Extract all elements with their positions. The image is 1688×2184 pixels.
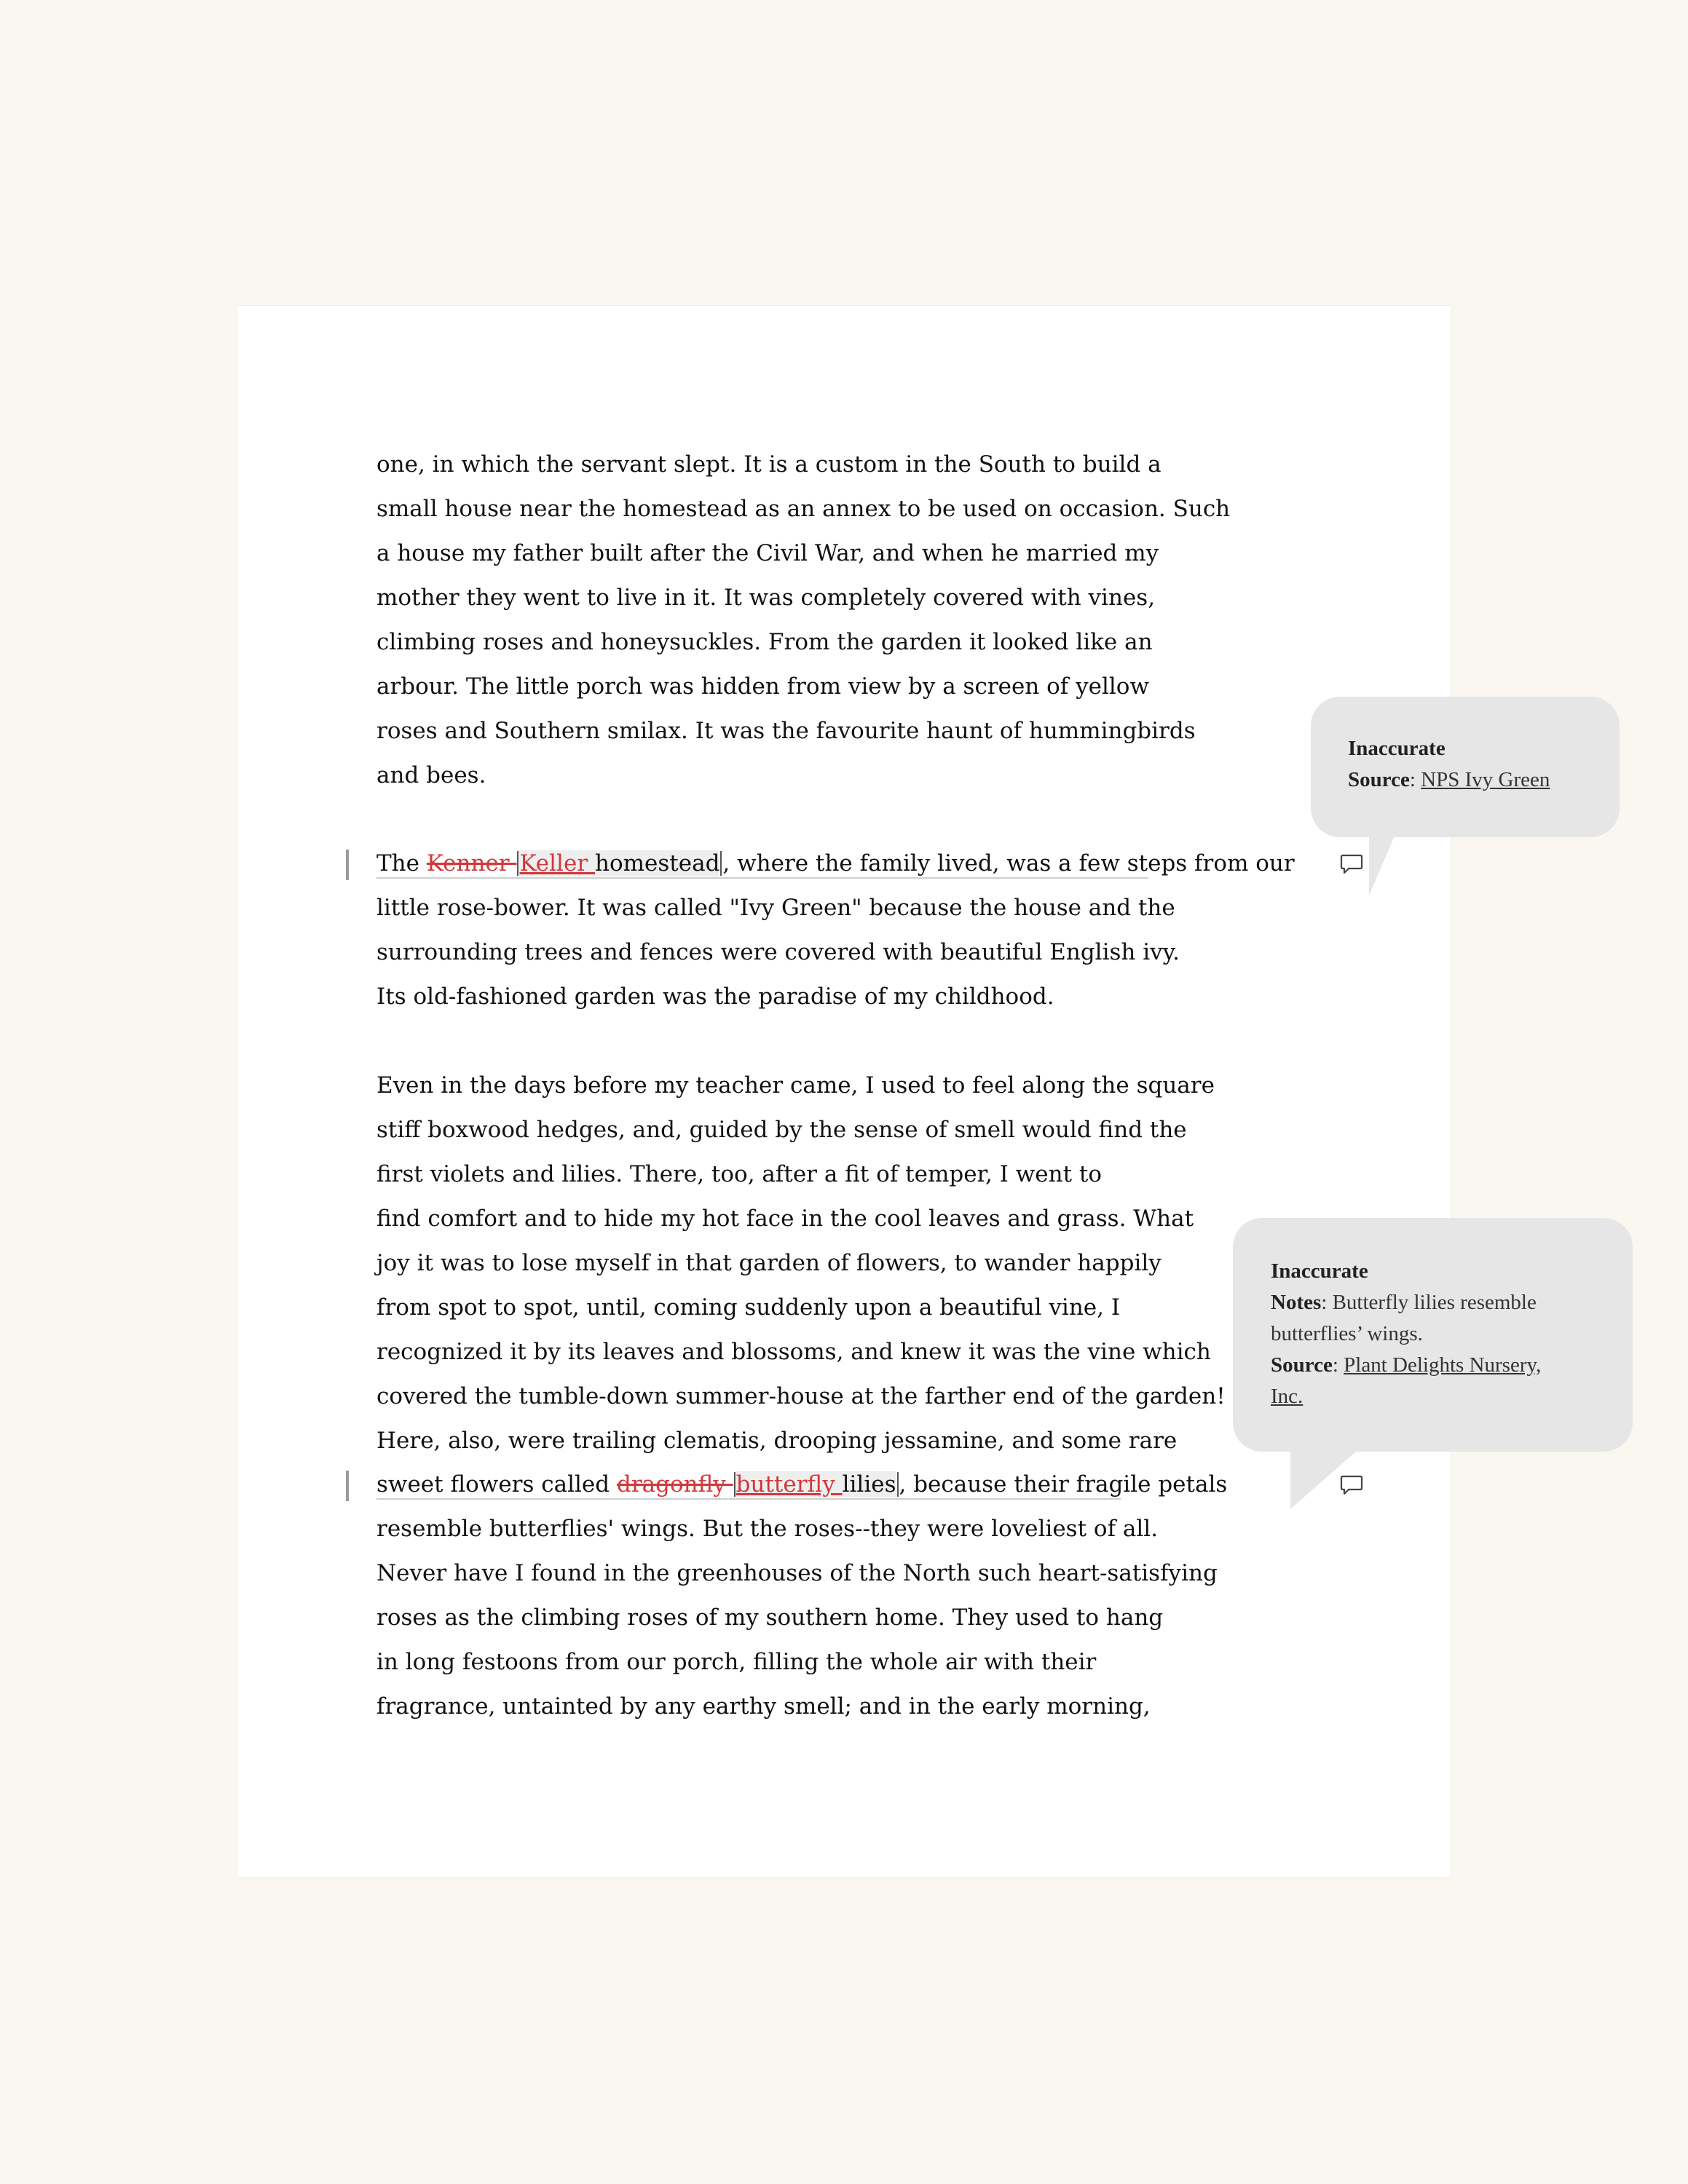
text-line: find comfort and to hide my hot face in the cool leaves and grass. What xyxy=(376,1206,1194,1232)
text-line: first violets and lilies. There, too, after a fit of temper, I went to xyxy=(376,1161,1103,1187)
commented-text[interactable]: homestead xyxy=(595,850,720,877)
tracked-change-line-1 xyxy=(376,849,1295,878)
comment-source-cont xyxy=(1271,1381,1633,1412)
inserted-text[interactable]: butterfly xyxy=(735,1471,843,1497)
text-line: Never have I found in the greenhouses of the North such heart-satisfying xyxy=(376,1560,1218,1586)
deleted-text[interactable]: Kenner xyxy=(426,850,517,877)
text-line: roses and Southern smilax. It was the favourite haunt of hummingbirds xyxy=(376,718,1196,744)
source-sep: : xyxy=(1409,768,1421,791)
text-line: in long festoons from our porch, filling the whole air with their xyxy=(376,1649,1097,1675)
source-label: Source xyxy=(1348,768,1410,791)
text-line: one, in which the servant slept. It is a custom in the South to build a xyxy=(376,451,1162,478)
source-link[interactable]: Plant Delights Nursery, xyxy=(1344,1353,1542,1377)
change-bar-2 xyxy=(346,1471,349,1501)
change-marker xyxy=(734,1472,735,1497)
text-line: climbing roses and honeysuckles. From the garden it looked like an xyxy=(376,629,1153,655)
inserted-text[interactable]: Keller xyxy=(519,850,595,877)
comment-notes-cont: butterflies’ wings. xyxy=(1271,1322,1423,1345)
comment-title: Inaccurate xyxy=(1271,1259,1368,1283)
change-marker xyxy=(897,1472,899,1497)
comment-icon[interactable] xyxy=(1340,1474,1363,1496)
comment-bubble-tail-1b xyxy=(1369,834,1394,895)
change-bar-1 xyxy=(346,850,349,880)
text-line: mother they went to live in it. It was completely covered with vines, xyxy=(376,585,1156,611)
commented-text[interactable]: lilies xyxy=(842,1471,896,1497)
comment-bubble-2[interactable] xyxy=(1233,1218,1633,1452)
text-line: Even in the days before my teacher came, I used to feel along the square xyxy=(376,1072,1215,1099)
text-line: recognized it by its leaves and blossoms, and knew it was the vine which xyxy=(376,1339,1211,1365)
text-line: joy it was to lose myself in that garden of flowers, to wander happily xyxy=(376,1250,1162,1276)
source-sep: : xyxy=(1332,1353,1344,1377)
text-line: a house my father built after the Civil War, and when he married my xyxy=(376,540,1159,566)
text-line: surrounding trees and fences were covered with beautiful English ivy. xyxy=(376,939,1180,965)
text-prefix: sweet flowers called xyxy=(376,1471,617,1497)
comment-bubble-1[interactable] xyxy=(1311,697,1620,837)
text-line: arbour. The little porch was hidden from view by a screen of yellow xyxy=(376,673,1150,700)
text-line: resemble butterflies' wings. But the roses--they were loveliest of all. xyxy=(376,1516,1159,1542)
source-link-cont[interactable]: Inc. xyxy=(1271,1385,1304,1408)
comment-source xyxy=(1348,764,1620,796)
text-line: fragrance, untainted by any earthy smell; and in the early morning, xyxy=(376,1693,1151,1720)
comment-notes xyxy=(1271,1287,1633,1318)
text-suffix: , because their fragile petals xyxy=(899,1471,1228,1497)
source-label: Source xyxy=(1271,1353,1333,1377)
source-link[interactable]: NPS Ivy Green xyxy=(1421,768,1550,791)
text-line: little rose-bower. It was called "Ivy Green" because the house and the xyxy=(376,895,1175,921)
text-line: stiff boxwood hedges, and, guided by the sense of smell would find the xyxy=(376,1117,1187,1143)
notes-sep: : xyxy=(1321,1291,1333,1314)
text-line: covered the tumble-down summer-house at the farther end of the garden! xyxy=(376,1383,1226,1409)
text-line: small house near the homestead as an annex to be used on occasion. Such xyxy=(376,496,1231,522)
tracked-change-line-2 xyxy=(376,1470,1227,1499)
deleted-text[interactable]: dragonfly xyxy=(616,1471,733,1497)
notes-text: Butterfly lilies resemble xyxy=(1332,1291,1537,1314)
text-line: Its old-fashioned garden was the paradise of my childhood. xyxy=(376,984,1054,1010)
text-line: and bees. xyxy=(376,762,486,788)
text-suffix: , where the family lived, was a few steps from our xyxy=(722,850,1295,877)
text-line: roses as the climbing roses of my southern home. They used to hang xyxy=(376,1605,1164,1631)
text-prefix: The xyxy=(376,850,427,877)
text-line: Here, also, were trailing clematis, drooping jessamine, and some rare xyxy=(376,1428,1178,1454)
comment-source xyxy=(1271,1350,1633,1381)
comment-icon[interactable] xyxy=(1340,853,1363,875)
text-line: from spot to spot, until, coming suddenly upon a beautiful vine, I xyxy=(376,1294,1121,1321)
notes-label: Notes xyxy=(1271,1291,1322,1314)
comment-title: Inaccurate xyxy=(1348,737,1446,760)
